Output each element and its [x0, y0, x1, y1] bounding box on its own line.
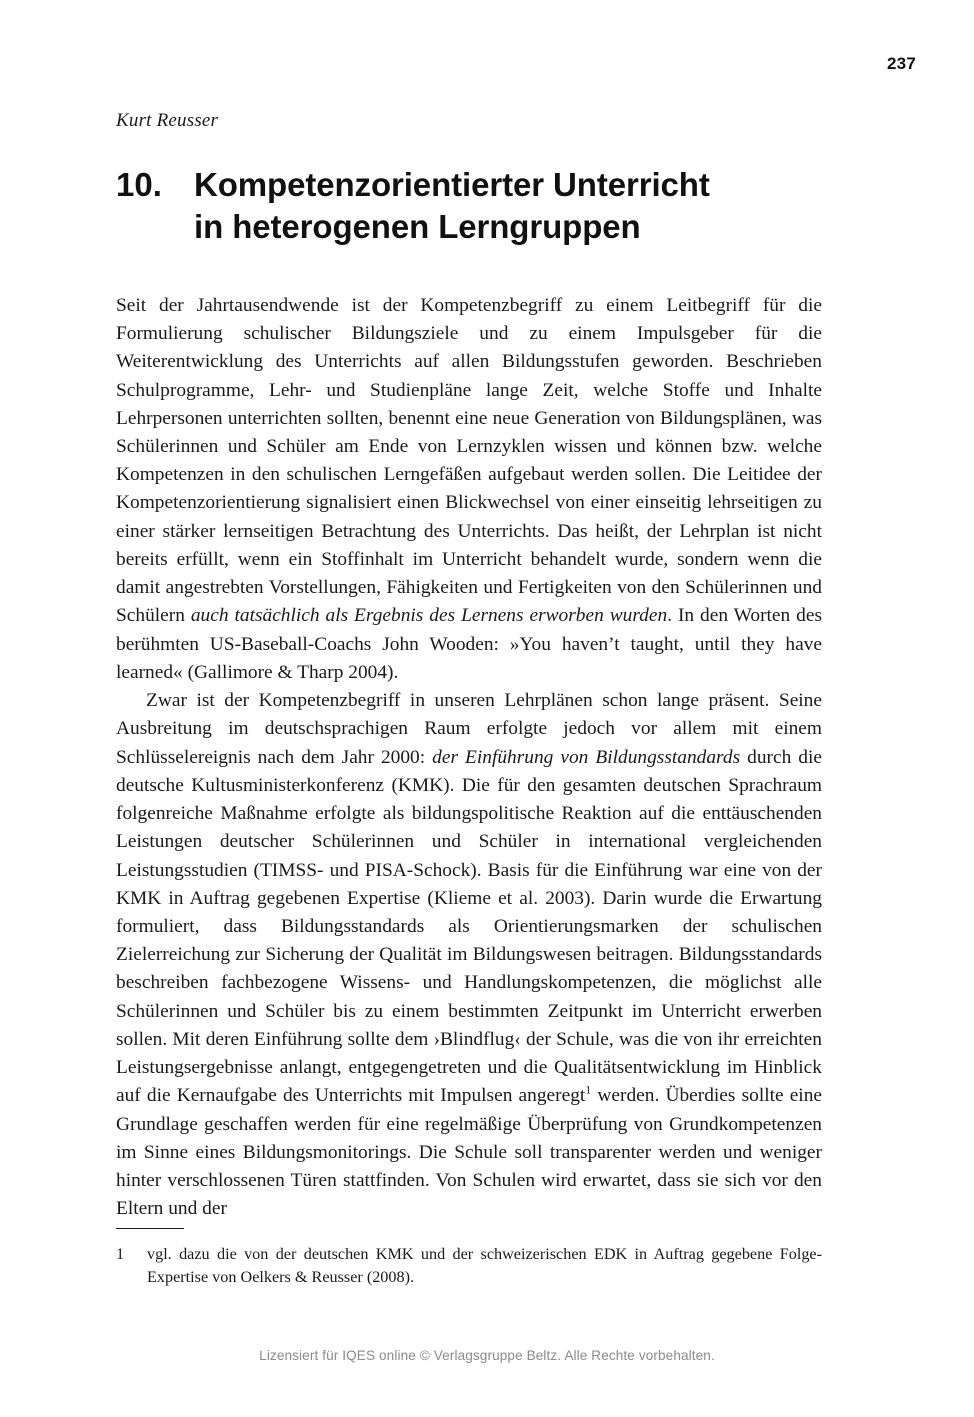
chapter-title-line-2: in heterogenen Lerngruppen — [194, 207, 641, 245]
page-footer-license: Lizensiert für IQES online © Verlagsgruppe Beltz. Alle Rechte vorbehalten. — [259, 1348, 715, 1363]
footnote-text: vgl. dazu die von der deutschen KMK und der schweizerischen EDK in Auftrag gegebene Folge-Expertise von Oelkers & Reusser (2008). — [147, 1245, 822, 1287]
chapter-title-line-1: Kompetenzorientierter Unterricht — [194, 166, 710, 203]
paragraph-1-italic-1: auch tatsächlich als Ergebnis des Lernens erworben wurden — [190, 605, 668, 627]
paragraph-2-italic-1: der Einführung von Bildungsstandards — [432, 746, 741, 768]
footnote-area — [116, 1228, 822, 1290]
chapter-title-text — [194, 164, 710, 248]
paragraph-2 — [116, 687, 822, 1223]
page-title — [116, 164, 822, 248]
paragraph-1 — [116, 292, 822, 687]
chapter-number: 10. — [116, 166, 162, 203]
author-name: Kurt Reusser — [116, 110, 219, 131]
paragraph-1-segment-1: Seit der Jahrtausendwende ist der Kompetenzbegriff zu einem Leitbegriff für die Formulierung schulischer Bildungsziele und zu einem Impulsgeber für die Weiterentwicklung des Unterrichts auf allen Bildungsstufen geworden. Beschrieben Schulprogramme, Lehr- und Studienpläne lange Zeit, welche Stoffe und Inhalte Lehrpersonen unterrichten sollten, benennt eine neue Generation von Bildungsplänen, was Schülerinnen und Schüler am Ende von Lernzyklen wissen und können bzw. welche Kompetenzen in den schulischen Lerngefäßen aufgebaut werden sollen. Die Leitidee der Kompetenzorientierung signalisiert einen Blickwechsel von einer einseitig lehrseitigen zu einer stärker lernseitigen Betrachtung des Unterrichts. Das heißt, der Lehrplan ist nicht bereits erfüllt, wenn ein Stoffinhalt im Unterricht behandelt wurde, sondern wenn die damit angestrebten Vorstellungen, Fähigkeiten und Fertigkeiten von den Schülerinnen und Schülern — [116, 294, 822, 627]
footnote-marker: 1 — [116, 1245, 125, 1263]
footnote-1 — [116, 1243, 822, 1290]
page-number: 237 — [887, 54, 916, 73]
paragraph-2-segment-3: werden. Überdies sollte eine Grundlage geschaffen werden für eine regelmäßige Überprüfung von Grundkompetenzen im Sinne eines Bildungsmonitorings. Die Schule soll transparenter werden und weniger hinter verschlossenen Türen stattfinden. Von Schulen wird erwartet, dass sie sich vor den Eltern und der — [116, 1085, 822, 1220]
paragraph-1-segment-2: . In den Worten des berühmten US-Baseball-Coachs John Wooden: »You haven’t taught, until they have learned« (Gallimore & Tharp 2004). — [116, 605, 822, 683]
footnote-separator — [116, 1228, 184, 1229]
paragraph-2-segment-1: Zwar ist der Kompetenzbegriff in unseren Lehrplänen schon lange präsent. Seine Ausbreitung im deutschsprachigen Raum erfolgte jedoch vor allem mit einem Schlüsselereignis nach dem Jahr 2000: — [116, 690, 822, 768]
paragraph-2-segment-2: durch die deutsche Kultusministerkonferenz (KMK). Die für den gesamten deutschen Sprachraum folgenreiche Maßnahme erfolgte als bildungspolitische Reaktion auf die enttäuschenden Leistungen deutscher Schülerinnen und Schüler in international vergleichenden Leistungsstudien (TIMSS- und PISA-Schock). Basis für die Einführung war eine von der KMK in Auftrag gegebenen Expertise (Klieme et al. 2003). Darin wurde die Erwartung formuliert, dass Bildungsstandards als Orientierungsmarken der schulischen Zielerreichung zur Sicherung der Qualität im Bildungswesen beitragen. Bildungsstandards beschreiben fachbezogene Wissens- und Handlungskompetenzen, die möglichst alle Schülerinnen und Schüler bis zu einem bestimmten Zeitpunkt im Unterricht erwerben sollen. Mit deren Einführung sollte dem ›Blindflug‹ der Schule, was die von ihr erreichten Leistungsergebnisse anlangt, entgegengetreten und die Qualitätsentwicklung im Hinblick auf die Kernaufgabe des Unterrichts mit Impulsen angeregt — [116, 746, 822, 1107]
body-text — [116, 292, 822, 1224]
footnote-reference-1: 1 — [585, 1082, 592, 1097]
page-content — [116, 110, 822, 1224]
